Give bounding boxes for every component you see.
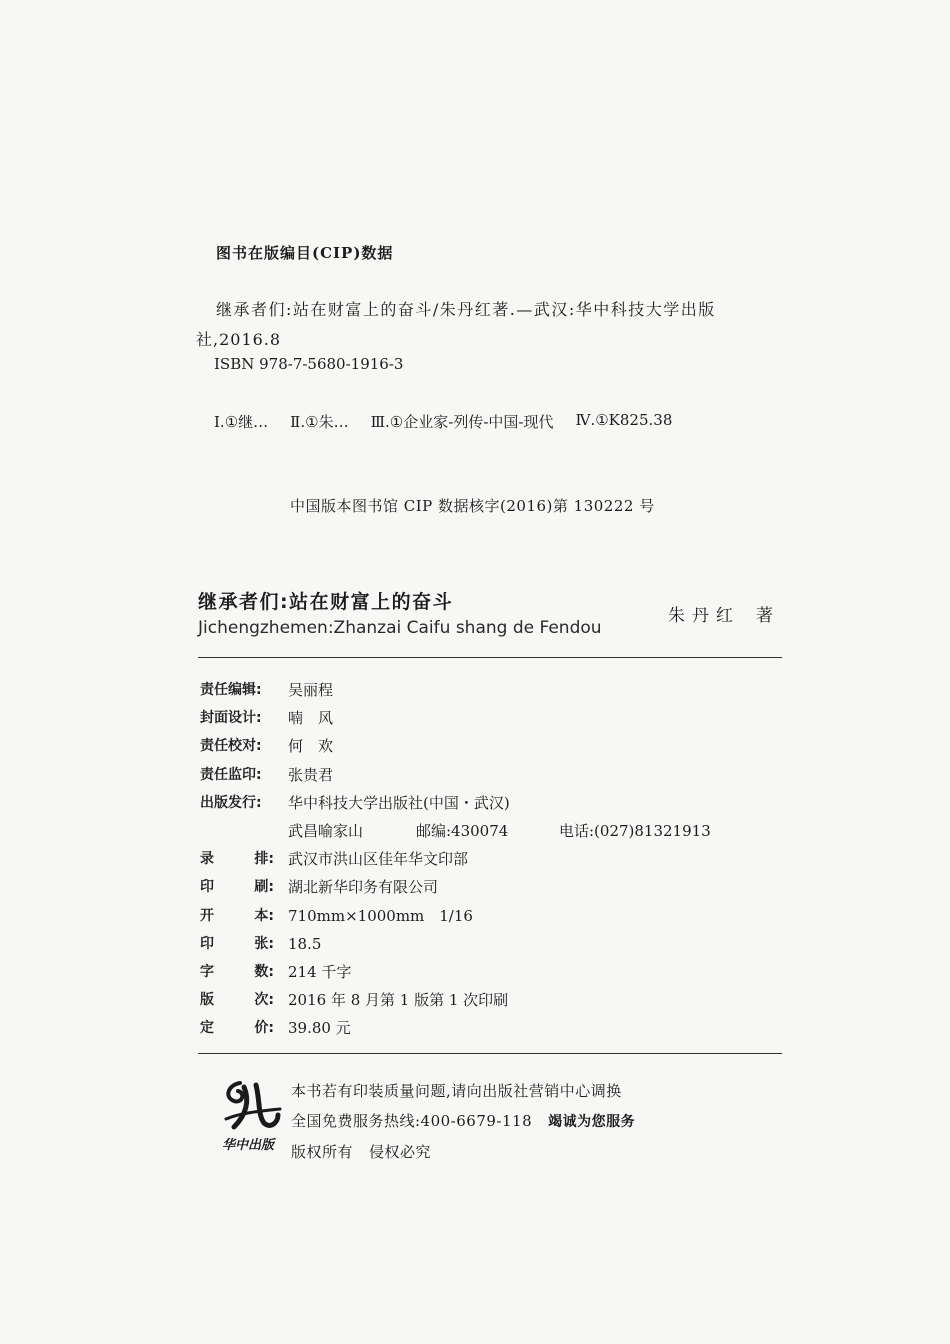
edition-value: 2016 年 8 月第 1 版第 1 次印刷: [288, 991, 509, 1010]
detail-row: [200, 676, 711, 704]
detail-row: [200, 817, 711, 845]
cip-record-line2: 社,2016.8: [196, 330, 282, 349]
class-1: Ⅰ.①继…: [214, 413, 269, 431]
print-value: 湖北新华印务有限公司: [288, 878, 439, 897]
sheets-label: 印 张:: [200, 935, 274, 952]
cover-value: 喃 风: [288, 709, 334, 728]
publication-details: [200, 676, 711, 1042]
detail-row: [200, 930, 711, 958]
publisher-value: 华中科技大学出版社(中国・武汉): [288, 793, 510, 812]
service-slogan: 竭诚为您服务: [548, 1114, 636, 1130]
copyright-text: 版权所有: [291, 1143, 354, 1161]
supervise-value: 张贵君: [288, 765, 334, 784]
detail-row: [200, 789, 711, 817]
words-value: 214 千字: [288, 962, 352, 981]
detail-row: [200, 986, 711, 1014]
detail-row: [200, 902, 711, 930]
detail-row: [200, 761, 711, 789]
divider-bottom: [198, 1053, 782, 1054]
proof-value: 何 欢: [288, 737, 334, 756]
notice-line2: [291, 1106, 635, 1137]
class-4: Ⅳ.①K825.38: [575, 411, 673, 429]
words-label: 字 数:: [200, 963, 274, 980]
cover-label: 封面设计:: [200, 710, 262, 727]
cip-heading: 图书在版编目(CIP)数据: [216, 244, 394, 262]
detail-row: [200, 845, 711, 873]
typeset-value: 武汉市洪山区佳年华文印部: [288, 850, 469, 869]
class-2: Ⅱ.①朱…: [290, 413, 349, 431]
author-name: 朱丹红: [668, 606, 740, 626]
publisher-label: 出版发行:: [200, 794, 262, 811]
detail-row: [200, 958, 711, 986]
detail-row: [200, 704, 711, 732]
service-notice: [291, 1076, 635, 1167]
price-value: 39.80 元: [288, 1019, 351, 1038]
cip-classification: [214, 411, 672, 432]
publisher-logo-icon: [220, 1075, 286, 1165]
logo-text: 华中出版: [222, 1138, 275, 1153]
divider-top: [198, 657, 782, 658]
piracy-warning: 侵权必究: [369, 1143, 432, 1161]
cip-approval-number: 中国版本图书馆 CIP 数据核字(2016)第 130222 号: [290, 497, 655, 515]
sheets-value: 18.5: [288, 934, 322, 953]
editor-label: 责任编辑:: [200, 682, 262, 698]
detail-row: [200, 732, 711, 760]
editor-value: 吴丽程: [288, 681, 334, 699]
detail-row: [200, 1014, 711, 1042]
book-title-pinyin: Jichengzhemen:Zhanzai Caifu shang de Fendou: [198, 618, 602, 638]
supervise-label: 责任监印:: [200, 766, 262, 783]
phone-value: 电话:(027)81321913: [559, 821, 711, 840]
detail-row: [200, 873, 711, 901]
print-label: 印 刷:: [200, 879, 274, 896]
price-label: 定 价:: [200, 1020, 274, 1037]
address-value: 武昌喻家山: [288, 821, 364, 840]
typeset-label: 录 排:: [200, 851, 274, 868]
postcode-value: 邮编:430074: [416, 821, 509, 840]
hotline: 全国免费服务热线:400-6679-118: [291, 1112, 533, 1130]
author-role: 著: [756, 606, 773, 626]
publisher-logo-mark: [220, 1075, 286, 1165]
notice-line3: [291, 1137, 635, 1167]
proof-label: 责任校对:: [200, 738, 262, 755]
author: [668, 601, 773, 626]
edition-label: 版 次:: [200, 992, 274, 1009]
format-label: 开 本:: [200, 907, 274, 924]
publisher-address: [288, 817, 711, 845]
cip-record-line1: 继承者们:站在财富上的奋斗/朱丹红著.—武汉:华中科技大学出版: [216, 300, 716, 319]
format-value: 710mm×1000mm 1/16: [288, 906, 473, 925]
isbn: ISBN 978-7-5680-1916-3: [214, 355, 404, 373]
class-3: Ⅲ.①企业家-列传-中国-现代: [370, 413, 554, 431]
notice-line1: 本书若有印装质量问题,请向出版社营销中心调换: [291, 1082, 622, 1100]
book-title: 继承者们:站在财富上的奋斗: [198, 591, 454, 613]
